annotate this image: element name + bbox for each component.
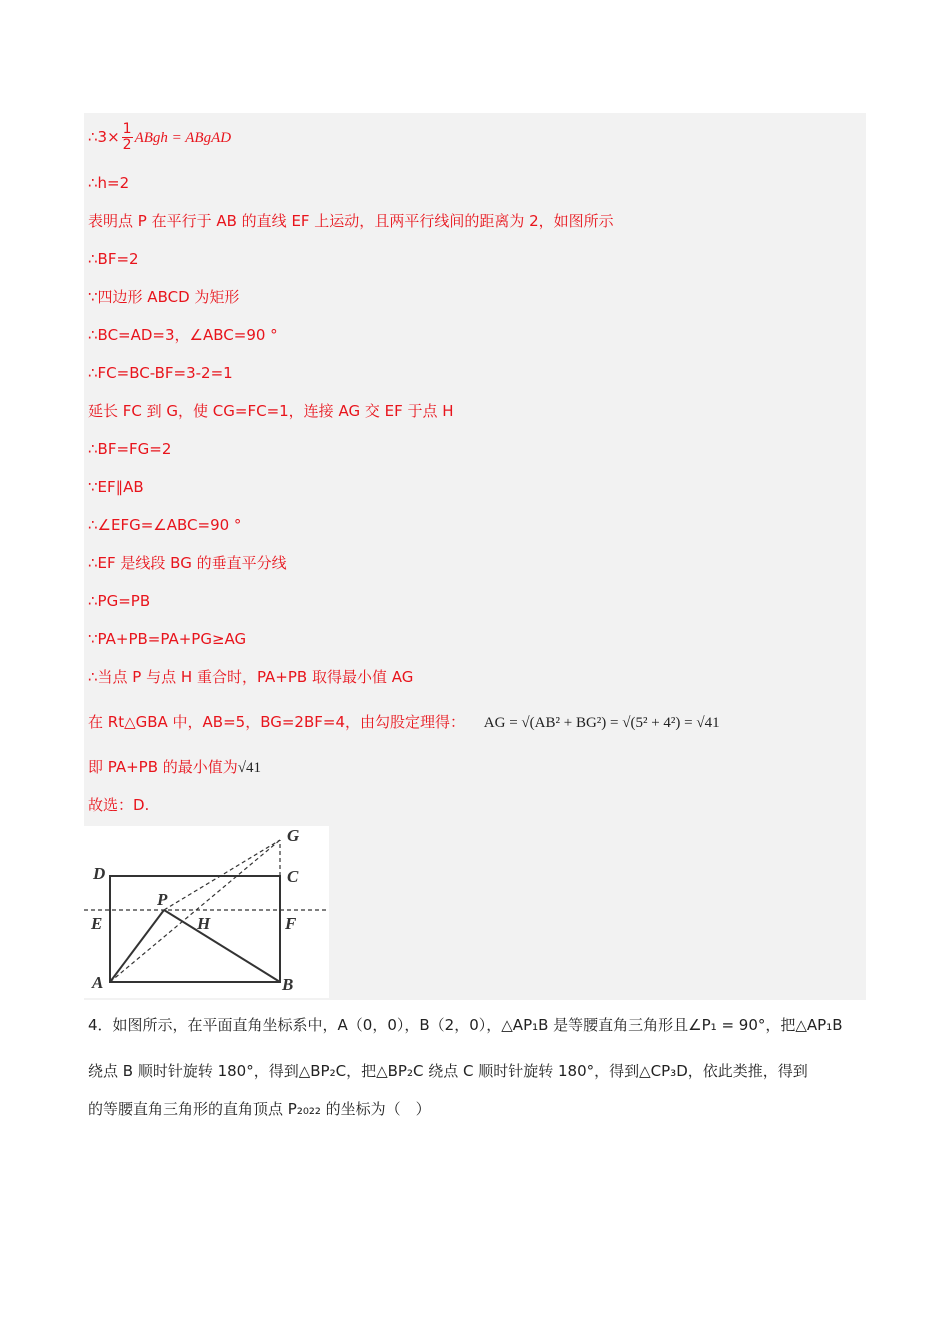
min-value-line: [88, 757, 261, 778]
segment-pb: [164, 910, 280, 982]
solution-line: 表明点 P 在平行于 AB 的直线 EF 上运动，且两平行线间的距离为 2，如图所示: [88, 212, 614, 230]
pythagoras-formula: AG = √(AB² + BG²) = √(5² + 4²) = √41: [483, 715, 720, 731]
pythagoras-line: [88, 712, 720, 733]
solution-line: ∴FC=BC-BF=3-2=1: [88, 364, 233, 382]
pythagoras-text: 在 Rt△GBA 中，AB=5，BG=2BF=4，由勾股定理得：: [88, 713, 466, 731]
line1-prefix: ∴3×: [88, 128, 120, 146]
label-h: H: [197, 914, 211, 933]
solution-line: ∵PA+PB=PA+PG≥AG: [88, 630, 247, 648]
min-value-text: 即 PA+PB 的最小值为: [88, 758, 238, 776]
solution-line: ∴BF=FG=2: [88, 440, 172, 458]
solution-line-1: [88, 122, 231, 153]
answer-line: 故选：D.: [88, 796, 150, 814]
label-b: B: [282, 975, 294, 994]
label-f: F: [285, 914, 297, 933]
min-value: √41: [237, 760, 262, 776]
line1-rest: ABgh = ABgAD: [134, 130, 232, 146]
fraction: [122, 122, 133, 153]
geometry-figure: [84, 826, 329, 998]
question-line-1: 4．如图所示，在平面直角坐标系中，A（0，0），B（2，0），△AP₁B 是等腰直角三角形且∠P₁ = 90°，把△AP₁B: [88, 1016, 843, 1034]
fraction-denominator: 2: [122, 137, 132, 153]
solution-line: ∴PG=PB: [88, 592, 151, 610]
label-d: D: [93, 864, 106, 883]
geometry-diagram: [84, 826, 329, 998]
label-e: E: [91, 914, 103, 933]
label-c: C: [287, 867, 299, 886]
label-g: G: [287, 826, 300, 845]
solution-line: 延长 FC 到 G，使 CG=FC=1，连接 AG 交 EF 于点 H: [88, 402, 454, 420]
solution-line: ∴BC=AD=3，∠ABC=90 °: [88, 326, 278, 344]
solution-line: ∴当点 P 与点 H 重合时，PA+PB 取得最小值 AG: [88, 668, 414, 686]
label-a: A: [92, 973, 104, 992]
solution-line: ∵EF∥AB: [88, 478, 144, 496]
question-line-3: 的等腰直角三角形的直角顶点 P₂₀₂₂ 的坐标为（ ）: [88, 1100, 431, 1118]
solution-line: ∴∠EFG=∠ABC=90 °: [88, 516, 242, 534]
solution-line: ∴EF 是线段 BG 的垂直平分线: [88, 554, 287, 572]
segment-ag: [110, 840, 280, 982]
solution-line: ∴BF=2: [88, 250, 139, 268]
solution-line: ∴h=2: [88, 174, 130, 192]
solution-line: ∵四边形 ABCD 为矩形: [88, 288, 240, 306]
segment-ap: [110, 910, 164, 982]
label-p: P: [157, 890, 168, 909]
question-line-2: 绕点 B 顺时针旋转 180°，得到△BP₂C，把△BP₂C 绕点 C 顺时针旋转 180°，得到△CP₃D，依此类推，得到: [88, 1062, 808, 1080]
fraction-numerator: 1: [122, 121, 132, 137]
